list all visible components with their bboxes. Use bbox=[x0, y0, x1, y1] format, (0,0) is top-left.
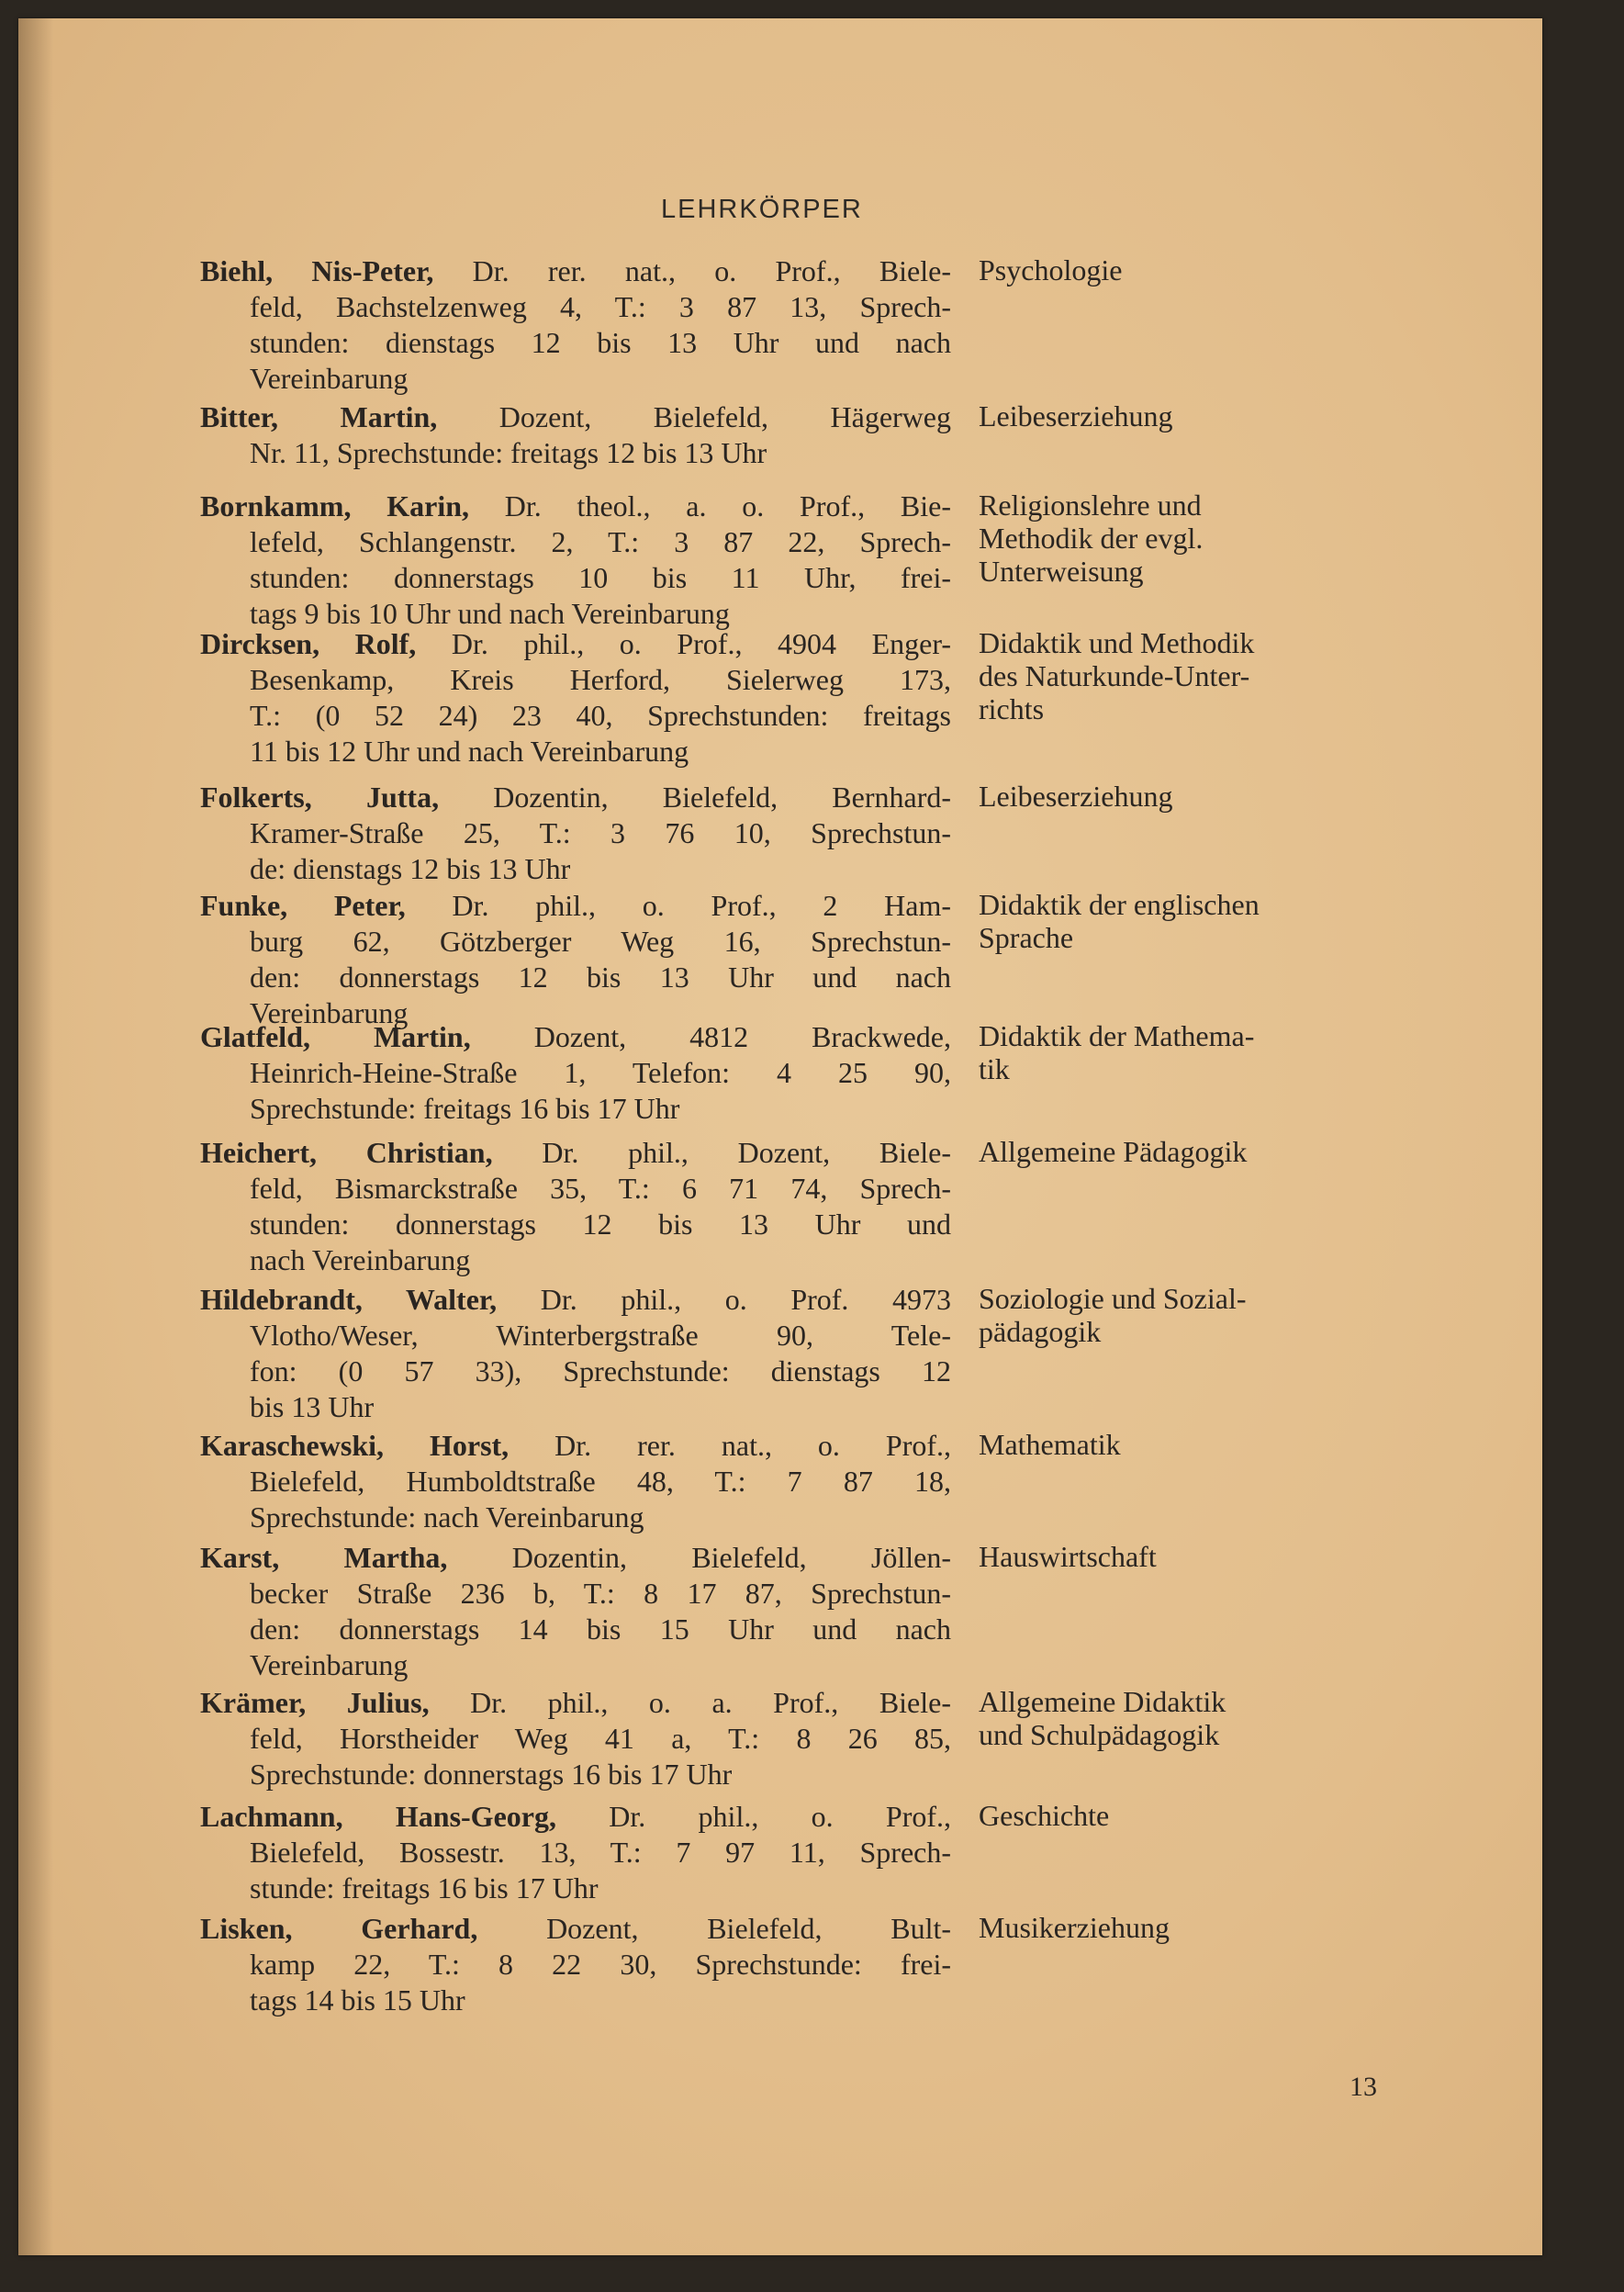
entry-line: den: donnerstags 12 bis 13 Uhr und nach bbox=[250, 961, 951, 994]
entry-name: Lachmann, Hans-Georg, bbox=[200, 1800, 556, 1833]
entry-details: Dr. rer. nat., o. Prof., bbox=[509, 1429, 952, 1462]
entry-subject bbox=[979, 1540, 1401, 1573]
subject-line: Unterweisung bbox=[979, 555, 1144, 588]
subject-line: Allgemeine Pädagogik bbox=[979, 1135, 1248, 1168]
directory-entry bbox=[200, 1685, 951, 1792]
entry-line: Besenkamp, Kreis Herford, Sielerweg 173, bbox=[250, 663, 951, 696]
subject-line: Religionslehre und bbox=[979, 489, 1202, 522]
directory-entry bbox=[200, 399, 951, 471]
subject-line: Mathematik bbox=[979, 1428, 1121, 1461]
entry-details: Dr. phil., o. Prof., 4904 Enger- bbox=[416, 627, 952, 660]
subject-line: Didaktik und Methodik bbox=[979, 626, 1255, 659]
entry-line: lefeld, Schlangenstr. 2, T.: 3 87 22, Sprech- bbox=[250, 525, 951, 558]
entry-subject bbox=[979, 253, 1401, 286]
subject-line: Methodik der evgl. bbox=[979, 522, 1204, 555]
entry-details: Dr. theol., a. o. Prof., Bie- bbox=[469, 489, 952, 522]
directory-entry bbox=[200, 1019, 951, 1127]
entry-details: Dr. rer. nat., o. Prof., Biele- bbox=[433, 254, 951, 287]
entry-line bbox=[200, 489, 951, 524]
entry-subject bbox=[979, 1282, 1401, 1348]
entry-name: Hildebrandt, Walter, bbox=[200, 1283, 498, 1316]
entry-name: Folkerts, Jutta, bbox=[200, 781, 440, 814]
entry-details: Dr. phil., o. Prof. 4973 bbox=[497, 1283, 952, 1316]
directory-entry bbox=[200, 1540, 951, 1683]
entry-line: Sprechstunde: donnerstags 16 bis 17 Uhr bbox=[250, 1758, 733, 1791]
directory-entry bbox=[200, 780, 951, 887]
entry-line: becker Straße 236 b, T.: 8 17 87, Sprechstun- bbox=[250, 1577, 951, 1610]
entry-line bbox=[200, 780, 951, 815]
entry-line: nach Vereinbarung bbox=[250, 1243, 471, 1276]
subject-line: Didaktik der englischen bbox=[979, 888, 1260, 921]
directory-entry bbox=[200, 626, 951, 770]
entry-line bbox=[200, 1685, 951, 1721]
entry-line: fon: (0 57 33), Sprechstunde: dienstags 12 bbox=[250, 1354, 951, 1388]
entry-name: Biehl, Nis-Peter, bbox=[200, 254, 434, 287]
entry-subject bbox=[979, 1019, 1401, 1085]
entry-line: bis 13 Uhr bbox=[250, 1390, 375, 1423]
page-number: 13 bbox=[1350, 2072, 1377, 2102]
entry-details: Dr. phil., o. Prof., 2 Ham- bbox=[405, 889, 952, 922]
directory-entry bbox=[200, 1799, 951, 1906]
entry-line: stunden: donnerstags 10 bis 11 Uhr, frei- bbox=[250, 561, 951, 594]
directory-entry bbox=[200, 489, 951, 632]
entry-line: Sprechstunde: freitags 16 bis 17 Uhr bbox=[250, 1092, 680, 1125]
entry-details: Dozent, 4812 Brackwede, bbox=[470, 1020, 951, 1053]
entry-line bbox=[200, 626, 951, 662]
subject-line: Sprache bbox=[979, 921, 1074, 954]
entry-line: stunde: freitags 16 bis 17 Uhr bbox=[250, 1871, 599, 1904]
entry-subject bbox=[979, 1135, 1401, 1168]
entry-line: Bielefeld, Bossestr. 13, T.: 7 97 11, Sprech- bbox=[250, 1836, 951, 1869]
entry-details: Dr. phil., Dozent, Biele- bbox=[492, 1136, 952, 1169]
entry-line bbox=[200, 1428, 951, 1464]
entry-line: stunden: donnerstags 12 bis 13 Uhr und bbox=[250, 1208, 951, 1241]
entry-line: Nr. 11, Sprechstunde: freitags 12 bis 13 Uhr bbox=[250, 436, 767, 469]
subject-line: Leibeserziehung bbox=[979, 780, 1173, 813]
entry-subject bbox=[979, 399, 1401, 433]
entry-subject bbox=[979, 888, 1401, 954]
entry-name: Dircksen, Rolf, bbox=[200, 627, 417, 660]
entry-name: Glatfeld, Martin, bbox=[200, 1020, 471, 1053]
subject-line: Soziologie und Sozial- bbox=[979, 1282, 1247, 1315]
entry-line bbox=[200, 1911, 951, 1947]
entry-line: 11 bis 12 Uhr und nach Vereinbarung bbox=[250, 735, 689, 768]
entry-name: Bornkamm, Karin, bbox=[200, 489, 470, 522]
entry-line: Heinrich-Heine-Straße 1, Telefon: 4 25 90, bbox=[250, 1056, 951, 1089]
subject-line: Psychologie bbox=[979, 253, 1123, 286]
entry-line: Bielefeld, Humboldtstraße 48, T.: 7 87 18, bbox=[250, 1465, 951, 1498]
entry-name: Krämer, Julius, bbox=[200, 1686, 430, 1719]
entry-line: Vereinbarung bbox=[250, 362, 409, 395]
entry-line: Vlotho/Weser, Winterbergstraße 90, Tele- bbox=[250, 1319, 951, 1352]
book-page bbox=[18, 18, 1542, 2255]
entry-name: Heichert, Christian, bbox=[200, 1136, 493, 1169]
subject-line: Leibeserziehung bbox=[979, 399, 1173, 433]
entry-subject bbox=[979, 1428, 1401, 1461]
subject-line: Musikerziehung bbox=[979, 1911, 1170, 1944]
entry-subject bbox=[979, 1799, 1401, 1832]
entry-name: Lisken, Gerhard, bbox=[200, 1912, 478, 1945]
subject-line: des Naturkunde-Unter- bbox=[979, 659, 1250, 692]
entry-line: Vereinbarung bbox=[250, 996, 409, 1029]
entry-details: Dozentin, Bielefeld, Jöllen- bbox=[447, 1541, 952, 1574]
entry-subject bbox=[979, 489, 1401, 588]
entry-line bbox=[200, 1799, 951, 1835]
entry-line: T.: (0 52 24) 23 40, Sprechstunden: freitags bbox=[250, 699, 951, 732]
subject-line: Allgemeine Didaktik bbox=[979, 1685, 1226, 1718]
entry-line: burg 62, Götzberger Weg 16, Sprechstun- bbox=[250, 925, 951, 958]
entry-name: Funke, Peter, bbox=[200, 889, 406, 922]
running-head: LEHRKÖRPER bbox=[661, 195, 863, 224]
entry-name: Karaschewski, Horst, bbox=[200, 1429, 510, 1462]
entry-subject bbox=[979, 1685, 1401, 1751]
subject-line: richts bbox=[979, 692, 1045, 725]
entry-line bbox=[200, 1282, 951, 1318]
entry-line: feld, Bachstelzenweg 4, T.: 3 87 13, Sprech- bbox=[250, 290, 951, 323]
entry-line bbox=[200, 888, 951, 924]
entry-line: Kramer-Straße 25, T.: 3 76 10, Sprechstun- bbox=[250, 816, 951, 849]
entry-line bbox=[200, 399, 951, 435]
entry-details: Dr. phil., o. a. Prof., Biele- bbox=[429, 1686, 952, 1719]
directory-entry bbox=[200, 1428, 951, 1535]
entry-line bbox=[200, 1540, 951, 1576]
entry-line: stunden: dienstags 12 bis 13 Uhr und nach bbox=[250, 326, 951, 359]
entry-line bbox=[200, 1019, 951, 1055]
entry-line: de: dienstags 12 bis 13 Uhr bbox=[250, 852, 571, 885]
entry-name: Bitter, Martin, bbox=[200, 400, 438, 433]
entry-line: feld, Bismarckstraße 35, T.: 6 71 74, Sprech- bbox=[250, 1172, 951, 1205]
entry-subject bbox=[979, 780, 1401, 813]
entry-details: Dr. phil., o. Prof., bbox=[555, 1800, 952, 1833]
subject-line: pädagogik bbox=[979, 1315, 1102, 1348]
directory-entry bbox=[200, 888, 951, 1031]
entry-subject bbox=[979, 626, 1401, 725]
subject-line: tik bbox=[979, 1052, 1010, 1085]
entry-line: Vereinbarung bbox=[250, 1648, 409, 1681]
directory-entry bbox=[200, 253, 951, 397]
entry-line: kamp 22, T.: 8 22 30, Sprechstunde: frei- bbox=[250, 1948, 951, 1981]
spine-shadow bbox=[18, 18, 53, 2255]
entry-line bbox=[200, 1135, 951, 1171]
entry-details: Dozent, Bielefeld, Hägerweg bbox=[437, 400, 951, 433]
subject-line: Geschichte bbox=[979, 1799, 1110, 1832]
directory-entry bbox=[200, 1911, 951, 2018]
entry-line: den: donnerstags 14 bis 15 Uhr und nach bbox=[250, 1612, 951, 1646]
entry-details: Dozentin, Bielefeld, Bernhard- bbox=[439, 781, 952, 814]
entry-subject bbox=[979, 1911, 1401, 1944]
entry-line: Sprechstunde: nach Vereinbarung bbox=[250, 1500, 644, 1534]
entry-name: Karst, Martha, bbox=[200, 1541, 448, 1574]
subject-line: Hauswirtschaft bbox=[979, 1540, 1157, 1573]
subject-line: und Schulpädagogik bbox=[979, 1718, 1220, 1751]
subject-line: Didaktik der Mathema- bbox=[979, 1019, 1255, 1052]
entry-line: tags 14 bis 15 Uhr bbox=[250, 1983, 465, 2017]
entry-line bbox=[200, 253, 951, 289]
directory-entry bbox=[200, 1282, 951, 1425]
directory-entry bbox=[200, 1135, 951, 1278]
entry-details: Dozent, Bielefeld, Bult- bbox=[477, 1912, 952, 1945]
entry-line: feld, Horstheider Weg 41 a, T.: 8 26 85, bbox=[250, 1722, 951, 1755]
entry-line: tags 9 bis 10 Uhr und nach Vereinbarung bbox=[250, 597, 730, 630]
